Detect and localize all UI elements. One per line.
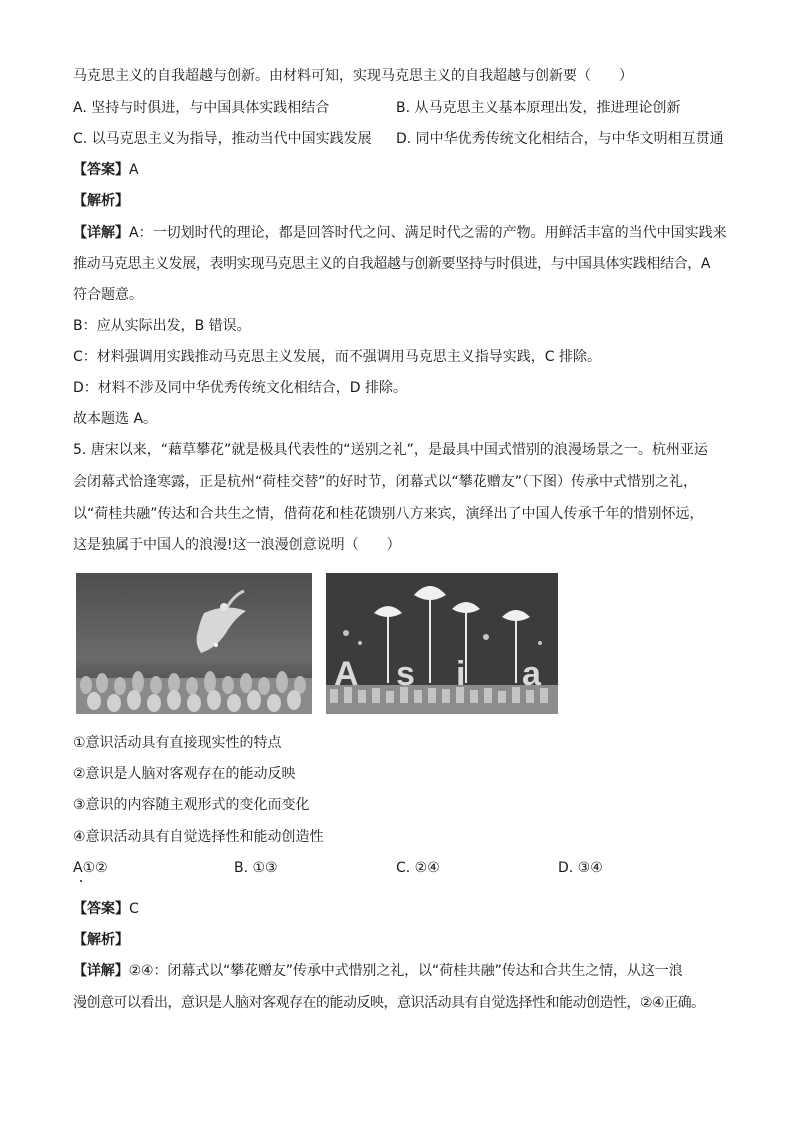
q4-analysis-tag: 【解析】 (73, 193, 129, 209)
q4-option-a: A. 坚持与时俱进，与中国具体实践相结合 (73, 100, 330, 116)
answer-value: C (129, 901, 139, 917)
detail-tag: 【详解】 (73, 225, 129, 241)
q4-detail-line: C：材料强调用实践推动马克思主义发展，而不强调用马克思主义指导实践，C 排除。 (73, 349, 601, 365)
ceremony-photo-left-art (76, 573, 312, 714)
q4-option-c: C. 以马克思主义为指导，推动当代中国实践发展 (73, 131, 372, 147)
ceremony-photo-right-art (326, 573, 558, 714)
asia-letter: s (396, 655, 415, 693)
q4-detail-line (73, 223, 727, 243)
q5-choice-b: B. ①③ (234, 860, 278, 876)
q4-detail-line: D：材料不涉及同中华优秀传统文化相结合，D 排除。 (73, 380, 408, 396)
ceremony-photo-right (326, 573, 558, 714)
q4-answer (73, 160, 139, 180)
detail-text: A：一切划时代的理论，都是回答时代之问、满足时代之需的产物。用鲜活丰富的当代中国实践来 (129, 225, 727, 241)
stray-mark (80, 880, 82, 882)
q5-statement: ③意识的内容随主观形式的变化而变化 (73, 797, 310, 813)
q5-detail-line: 漫创意可以看出，意识是人脑对客观存在的能动反映，意识活动具有自觉选择性和能动创造性，②④正确。 (73, 995, 705, 1011)
q4-conclusion: 故本题选 A。 (73, 411, 158, 427)
q5-stem-line: 5. 唐宋以来，“藉草攀花”就是极具代表性的“送别之礼”，是最具中国式惜别的浪漫场景之一。杭州亚运 (73, 442, 708, 458)
detail-text: ②④：闭幕式以“攀花赠友”传承中式惜别之礼，以“荷桂共融”传达和合共生之情，从这一浪 (128, 963, 683, 979)
q5-answer (73, 899, 139, 919)
q5-statement: ④意识活动具有自觉选择性和能动创造性 (73, 829, 324, 845)
ceremony-photo-left (76, 573, 312, 714)
asia-letter: a (522, 655, 541, 693)
q5-statement: ①意识活动具有直接现实性的特点 (73, 735, 282, 751)
q4-stem: 马克思主义的自我超越与创新。由材料可知，实现马克思主义的自我超越与创新要（ ） (73, 68, 633, 84)
q4-option-d: D. 同中华优秀传统文化相结合，与中华文明相互贯通 (396, 131, 724, 147)
q4-detail-line: B：应从实际出发，B 错误。 (73, 318, 251, 334)
q4-detail-line: 推动马克思主义发展，表明实现马克思主义的自我超越与创新要坚持与时俱进，与中国具体实践相结合，A (73, 256, 711, 272)
q5-stem-line: 会闭幕式恰逢寒露，正是杭州“荷桂交替”的好时节，闭幕式以“攀花赠友”（下图）传承中式惜别之礼， (73, 474, 698, 490)
answer-value: A (129, 162, 139, 178)
answer-tag: 【答案】 (73, 162, 129, 178)
asia-letter: i (456, 655, 466, 693)
q5-stem-line: 以“荷桂共融”传达和合共生之情，借荷花和桂花馈别八方来宾，演绎出了中国人传承千年的惜别怀远， (73, 506, 704, 522)
q5-detail-line (73, 961, 683, 981)
detail-tag: 【详解】 (73, 963, 129, 979)
asia-letter: A (334, 655, 359, 693)
q5-analysis-tag: 【解析】 (73, 932, 129, 948)
q4-option-b: B. 从马克思主义基本原理出发，推进理论创新 (396, 100, 681, 116)
q5-choice-a: A①② (73, 860, 108, 876)
q5-stem-line: 这是独属于中国人的浪漫!这一浪漫创意说明（ ） (73, 537, 401, 553)
q4-detail-line: 符合题意。 (73, 287, 143, 303)
q5-statement: ②意识是人脑对客观存在的能动反映 (73, 766, 296, 782)
answer-tag: 【答案】 (73, 901, 129, 917)
q5-choice-d: D. ③④ (558, 860, 603, 876)
q5-choice-c: C. ②④ (396, 860, 440, 876)
